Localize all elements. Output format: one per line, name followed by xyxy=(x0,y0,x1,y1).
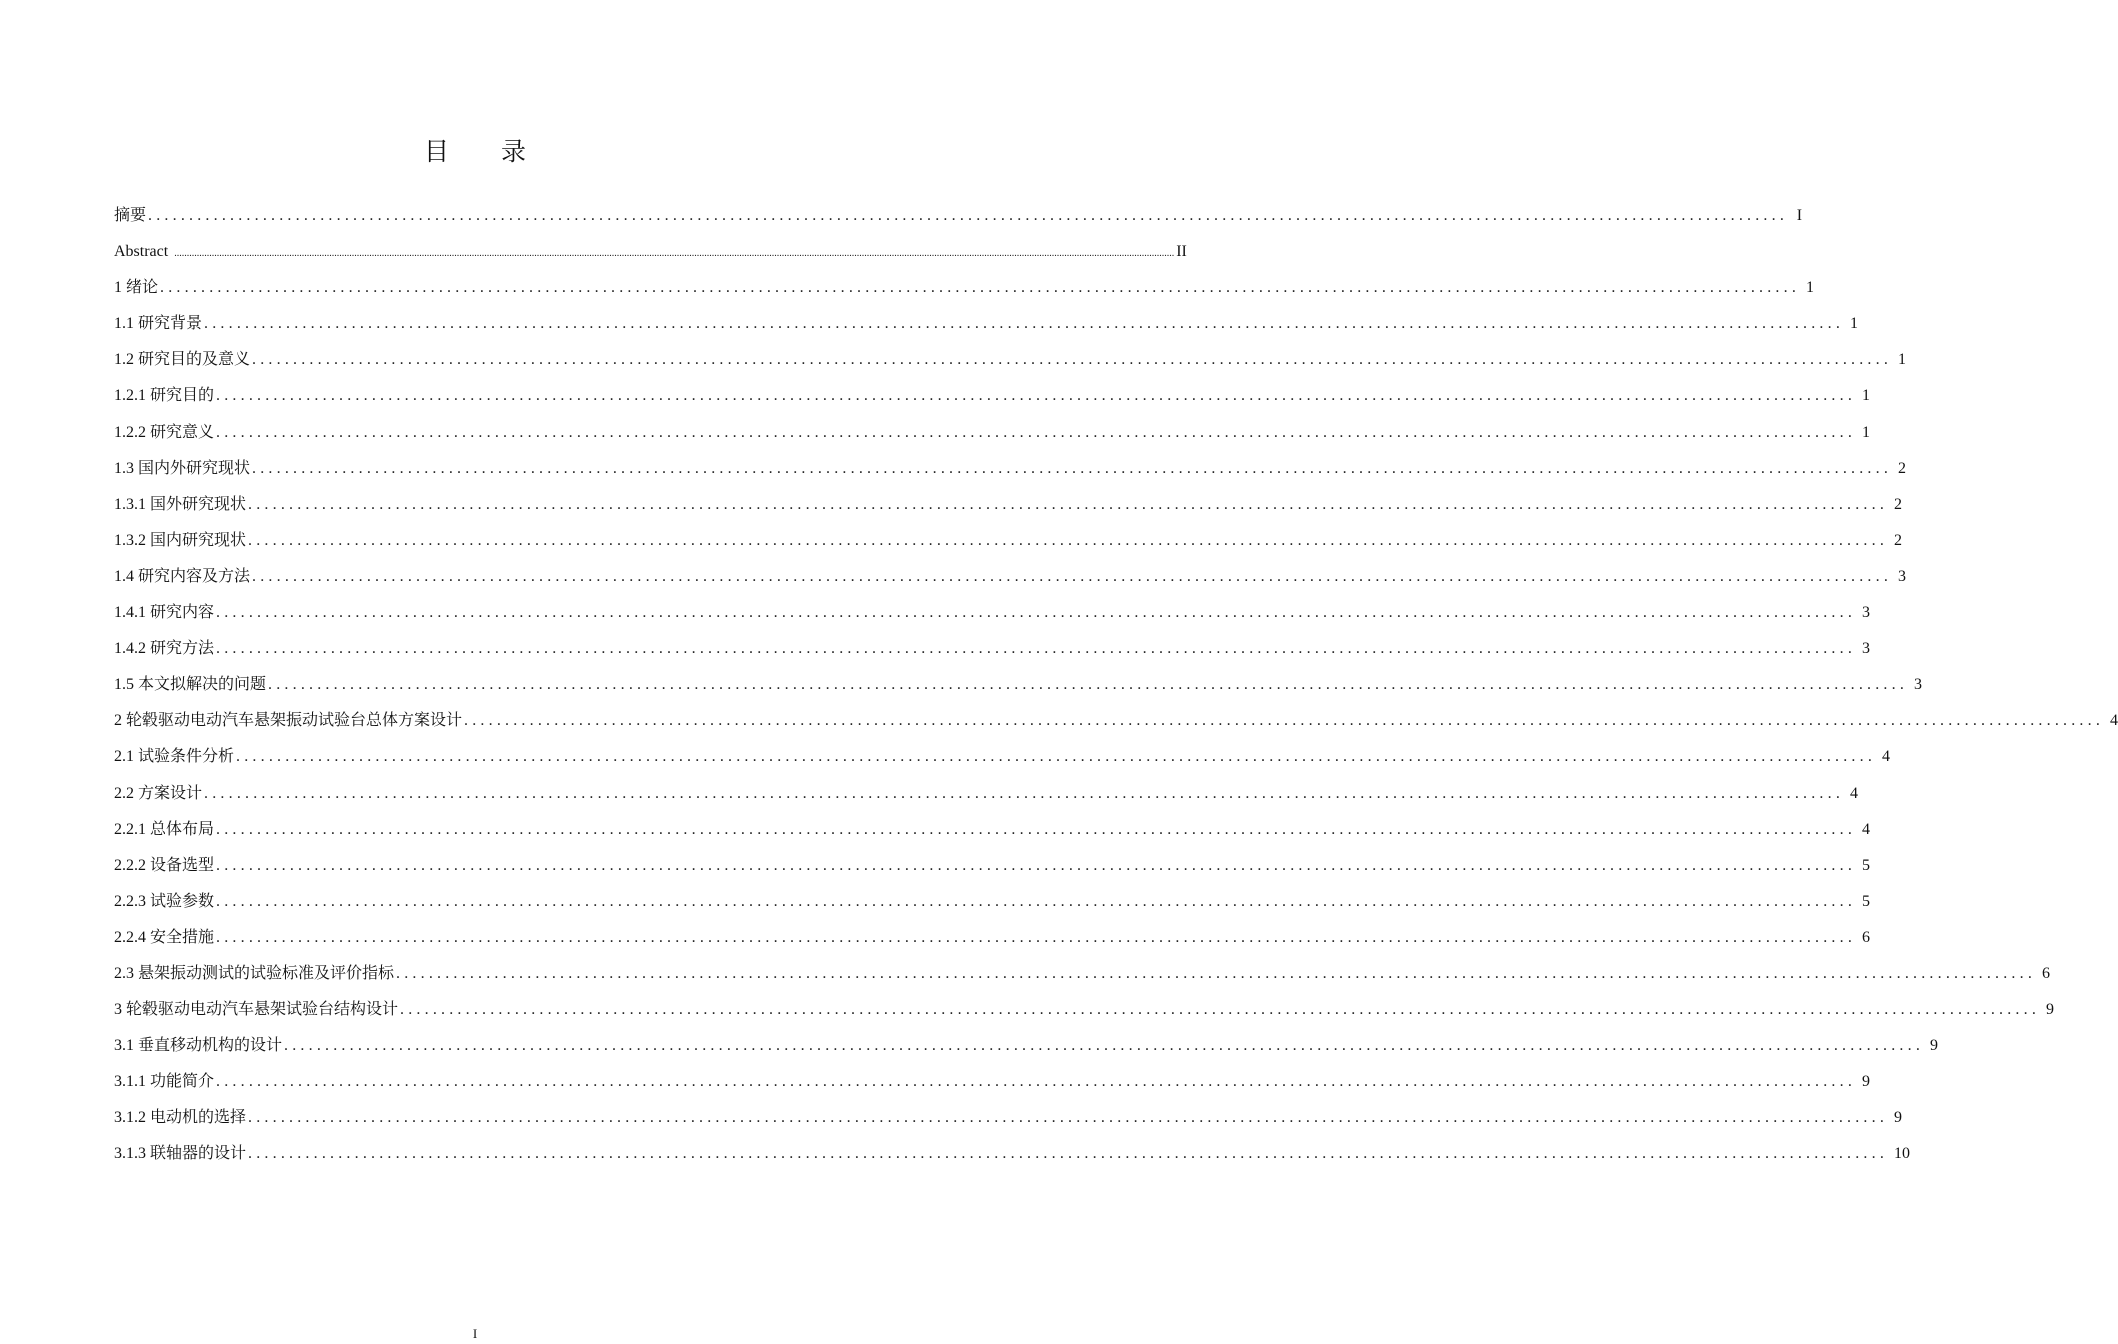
toc-entry-label: 2.2.3 试验参数 xyxy=(114,892,215,910)
toc-entry[interactable] xyxy=(114,523,1903,559)
toc-entry-label: 3.1 垂直移动机构的设计 xyxy=(114,1037,283,1055)
toc-entry-label: 1.4 研究内容及方法 xyxy=(114,567,251,585)
toc-entry[interactable] xyxy=(114,234,1187,270)
toc-entry-page: 5 xyxy=(1862,892,1871,910)
toc-entry-page: 4 xyxy=(1882,748,1891,766)
toc-entry[interactable] xyxy=(114,812,1871,848)
toc-leader-dots: ................................................................................................................................................................................................................................................................................................................................................................................................................ xyxy=(174,248,1175,260)
toc-entry-label: Abstract xyxy=(114,243,169,261)
toc-entry-label: 1.2.1 研究目的 xyxy=(114,387,215,405)
toc-leader-dots: ........................................................................................................................................................................................................ xyxy=(252,567,1893,585)
toc-entry[interactable] xyxy=(114,667,1923,703)
toc-entry-label: 3.1.3 联轴器的设计 xyxy=(114,1145,247,1163)
toc-entry-page: 3 xyxy=(1914,676,1923,694)
toc-entry[interactable] xyxy=(114,595,1871,631)
toc-leader-dots: ........................................................................................................................................................................................................ xyxy=(216,423,1857,441)
toc-leader-dots: ........................................................................................................................................................................................................ xyxy=(204,784,1845,802)
toc-entry-label: 2 轮毂驱动电动汽车悬架振动试验台总体方案设计 xyxy=(114,712,463,730)
toc-entry[interactable] xyxy=(114,848,1871,884)
toc-leader-dots: ........................................................................................................................................................................................................ xyxy=(216,640,1857,658)
toc-leader-dots: ........................................................................................................................................................................................................ xyxy=(464,712,2105,730)
toc-entry[interactable] xyxy=(114,703,2118,739)
toc-entry-label: 3.1.1 功能简介 xyxy=(114,1073,215,1091)
toc-leader-dots: ........................................................................................................................................................................................................ xyxy=(216,387,1857,405)
toc-entry[interactable] xyxy=(114,198,1803,234)
toc-entry-page: 1 xyxy=(1898,351,1907,369)
toc-leader-dots: ........................................................................................................................................................................................................ xyxy=(252,459,1893,477)
toc-leader-dots: ........................................................................................................................................................................................................ xyxy=(204,315,1845,333)
toc-leader-dots: ........................................................................................................................................................................................................ xyxy=(284,1037,1925,1055)
toc-entry-label: 2.2.2 设备选型 xyxy=(114,856,215,874)
toc-entry-page: 2 xyxy=(1898,459,1907,477)
toc-entry-page: 3 xyxy=(1862,604,1871,622)
toc-entry[interactable] xyxy=(114,306,1859,342)
toc-leader-dots: ........................................................................................................................................................................................................ xyxy=(216,604,1857,622)
toc-entry[interactable] xyxy=(114,487,1903,523)
toc-entry-label: 1.3.1 国外研究现状 xyxy=(114,495,247,513)
toc-leader-dots: ........................................................................................................................................................................................................ xyxy=(216,856,1857,874)
toc-leader-dots: ........................................................................................................................................................................................................ xyxy=(400,1001,2041,1019)
toc-entry-page: 1 xyxy=(1862,423,1871,441)
toc-entry[interactable] xyxy=(114,776,1859,812)
toc-entry-page: 4 xyxy=(1862,820,1871,838)
toc-entry-page: 4 xyxy=(2110,712,2118,730)
toc-entry[interactable] xyxy=(114,1100,1903,1136)
toc-entry-page: I xyxy=(1796,207,1803,224)
toc-entry-page: 1 xyxy=(1862,387,1871,405)
toc-entry-page: 9 xyxy=(1930,1037,1939,1055)
toc-entry[interactable] xyxy=(114,1028,1939,1064)
toc-entry-page: 3 xyxy=(1898,567,1907,585)
toc-entry-label: 3.1.2 电动机的选择 xyxy=(114,1109,247,1127)
toc-entry[interactable] xyxy=(114,378,1871,414)
toc-entry-page: 6 xyxy=(1862,928,1871,946)
toc-entry[interactable] xyxy=(114,451,1907,487)
toc-entry[interactable] xyxy=(114,559,1907,595)
toc-entry-label: 1.3.2 国内研究现状 xyxy=(114,531,247,549)
toc-entry[interactable] xyxy=(114,739,1891,775)
toc-entry-page: II xyxy=(1176,243,1187,261)
toc-entry-label: 1.1 研究背景 xyxy=(114,315,203,333)
toc-entry[interactable] xyxy=(114,415,1871,451)
toc-entry[interactable] xyxy=(114,631,1871,667)
page-number: I xyxy=(472,1326,478,1341)
toc-leader-dots: ........................................................................................................................................................................................................ xyxy=(248,1109,1889,1127)
page-title: 目 录 xyxy=(424,137,548,166)
toc-entry-page: 1 xyxy=(1806,279,1815,297)
toc-leader-dots: ........................................................................................................................................................................................................ xyxy=(216,892,1857,910)
toc-entry[interactable] xyxy=(114,884,1871,920)
toc-entry-page: 1 xyxy=(1850,315,1859,333)
toc-entry-page: 9 xyxy=(1862,1073,1871,1091)
toc-entry-page: 6 xyxy=(2042,964,2051,982)
toc-entry-label: 1.4.2 研究方法 xyxy=(114,640,215,658)
toc-entry[interactable] xyxy=(114,270,1815,306)
toc-entry-label: 1 绪论 xyxy=(114,279,159,297)
toc-entry[interactable] xyxy=(114,992,2055,1028)
toc-entry-label: 1.4.1 研究内容 xyxy=(114,604,215,622)
toc-entry[interactable] xyxy=(114,1064,1871,1100)
toc-entry-label: 1.2 研究目的及意义 xyxy=(114,351,251,369)
toc-leader-dots: ........................................................................................................................................................................................................ xyxy=(248,1145,1889,1163)
toc-leader-dots: ........................................................................................................................................................................................................ xyxy=(216,820,1857,838)
table-of-contents xyxy=(114,198,2118,1173)
toc-entry-page: 5 xyxy=(1862,856,1871,874)
toc-entry-label: 2.3 悬架振动测试的试验标准及评价指标 xyxy=(114,964,395,982)
toc-entry-page: 10 xyxy=(1894,1145,1911,1163)
toc-entry-label: 摘要 xyxy=(114,207,147,224)
toc-leader-dots: ........................................................................................................................................................................................................ xyxy=(236,748,1877,766)
toc-entry-page: 3 xyxy=(1862,640,1871,658)
toc-entry-page: 9 xyxy=(2046,1001,2055,1019)
toc-entry-label: 1.3 国内外研究现状 xyxy=(114,459,251,477)
toc-leader-dots: ........................................................................................................................................................................................................ xyxy=(396,964,2037,982)
toc-leader-dots: ........................................................................................................................................................................................................ xyxy=(252,351,1893,369)
toc-entry[interactable] xyxy=(114,1136,1911,1172)
toc-entry-label: 2.2 方案设计 xyxy=(114,784,203,802)
toc-leader-dots: ........................................................................................................................................................................................................ xyxy=(248,531,1889,549)
toc-entry-label: 2.2.4 安全措施 xyxy=(114,928,215,946)
toc-entry-label: 2.2.1 总体布局 xyxy=(114,820,215,838)
toc-entry-page: 2 xyxy=(1894,495,1903,513)
toc-entry[interactable] xyxy=(114,342,1907,378)
toc-entry-page: 2 xyxy=(1894,531,1903,549)
toc-leader-dots: ........................................................................................................................................................................................................ xyxy=(148,207,1789,224)
toc-leader-dots: ........................................................................................................................................................................................................ xyxy=(216,1073,1857,1091)
toc-entry-label: 1.2.2 研究意义 xyxy=(114,423,215,441)
toc-entry[interactable] xyxy=(114,956,2051,992)
toc-entry[interactable] xyxy=(114,920,1871,956)
toc-leader-dots: ........................................................................................................................................................................................................ xyxy=(248,495,1889,513)
toc-entry-label: 2.1 试验条件分析 xyxy=(114,748,235,766)
toc-leader-dots: ........................................................................................................................................................................................................ xyxy=(216,928,1857,946)
toc-entry-label: 1.5 本文拟解决的问题 xyxy=(114,676,267,694)
toc-entry-label: 3 轮毂驱动电动汽车悬架试验台结构设计 xyxy=(114,1001,399,1019)
toc-leader-dots: ........................................................................................................................................................................................................ xyxy=(160,279,1801,297)
toc-entry-page: 9 xyxy=(1894,1109,1903,1127)
toc-leader-dots: ........................................................................................................................................................................................................ xyxy=(268,676,1909,694)
toc-entry-page: 4 xyxy=(1850,784,1859,802)
